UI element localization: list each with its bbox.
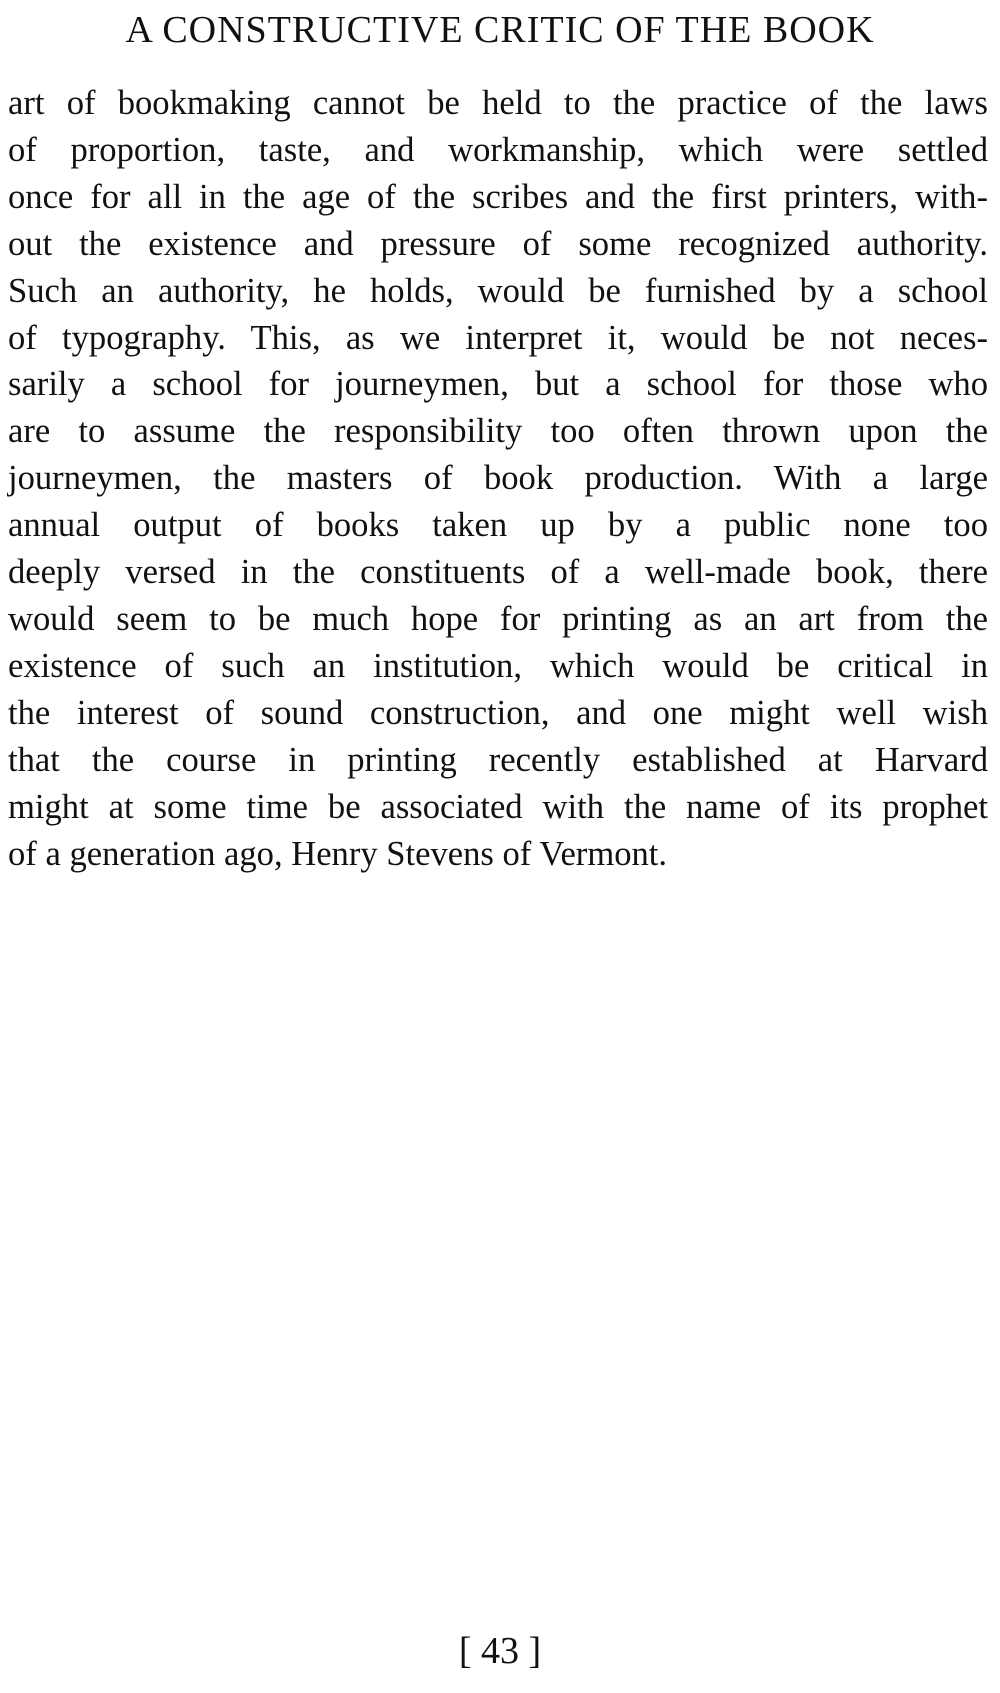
text-line: of proportion, taste, and workmanship, which were settled bbox=[8, 130, 988, 169]
text-line: sarily a school for journeymen, but a school for those who bbox=[8, 365, 988, 404]
text-line: might at some time be associated with the name of its prophet bbox=[8, 787, 988, 826]
text-line: Such an authority, he holds, would be furnished by a school bbox=[8, 271, 988, 310]
text-line: journeymen, the masters of book production. With a large bbox=[8, 459, 988, 498]
running-head: A CONSTRUCTIVE CRITIC OF THE BOOK bbox=[125, 9, 875, 51]
text-line: that the course in printing recently established at Harvard bbox=[8, 740, 988, 779]
text-line: art of bookmaking cannot be held to the practice of the laws bbox=[8, 84, 988, 122]
page-number: [ 43 ] bbox=[458, 1630, 542, 1672]
text-line: of typography. This, as we interpret it, would be not neces- bbox=[8, 318, 988, 357]
text-line: would seem to be much hope for printing as an art from the bbox=[8, 599, 988, 638]
text-line: existence of such an institution, which would be critical in bbox=[8, 646, 988, 685]
text-line: annual output of books taken up by a public none too bbox=[8, 506, 988, 545]
text-line: are to assume the responsibility too often thrown upon the bbox=[8, 412, 988, 451]
text-line: out the existence and pressure of some recognized authority. bbox=[8, 224, 988, 263]
text-line: deeply versed in the constituents of a well-made book, there bbox=[8, 553, 988, 592]
text-line: the interest of sound construction, and one might well wish bbox=[8, 693, 988, 732]
body-paragraph bbox=[8, 80, 988, 877]
text-line: of a generation ago, Henry Stevens of Vermont. bbox=[8, 834, 668, 873]
text-line: once for all in the age of the scribes and the first printers, with- bbox=[8, 177, 988, 216]
